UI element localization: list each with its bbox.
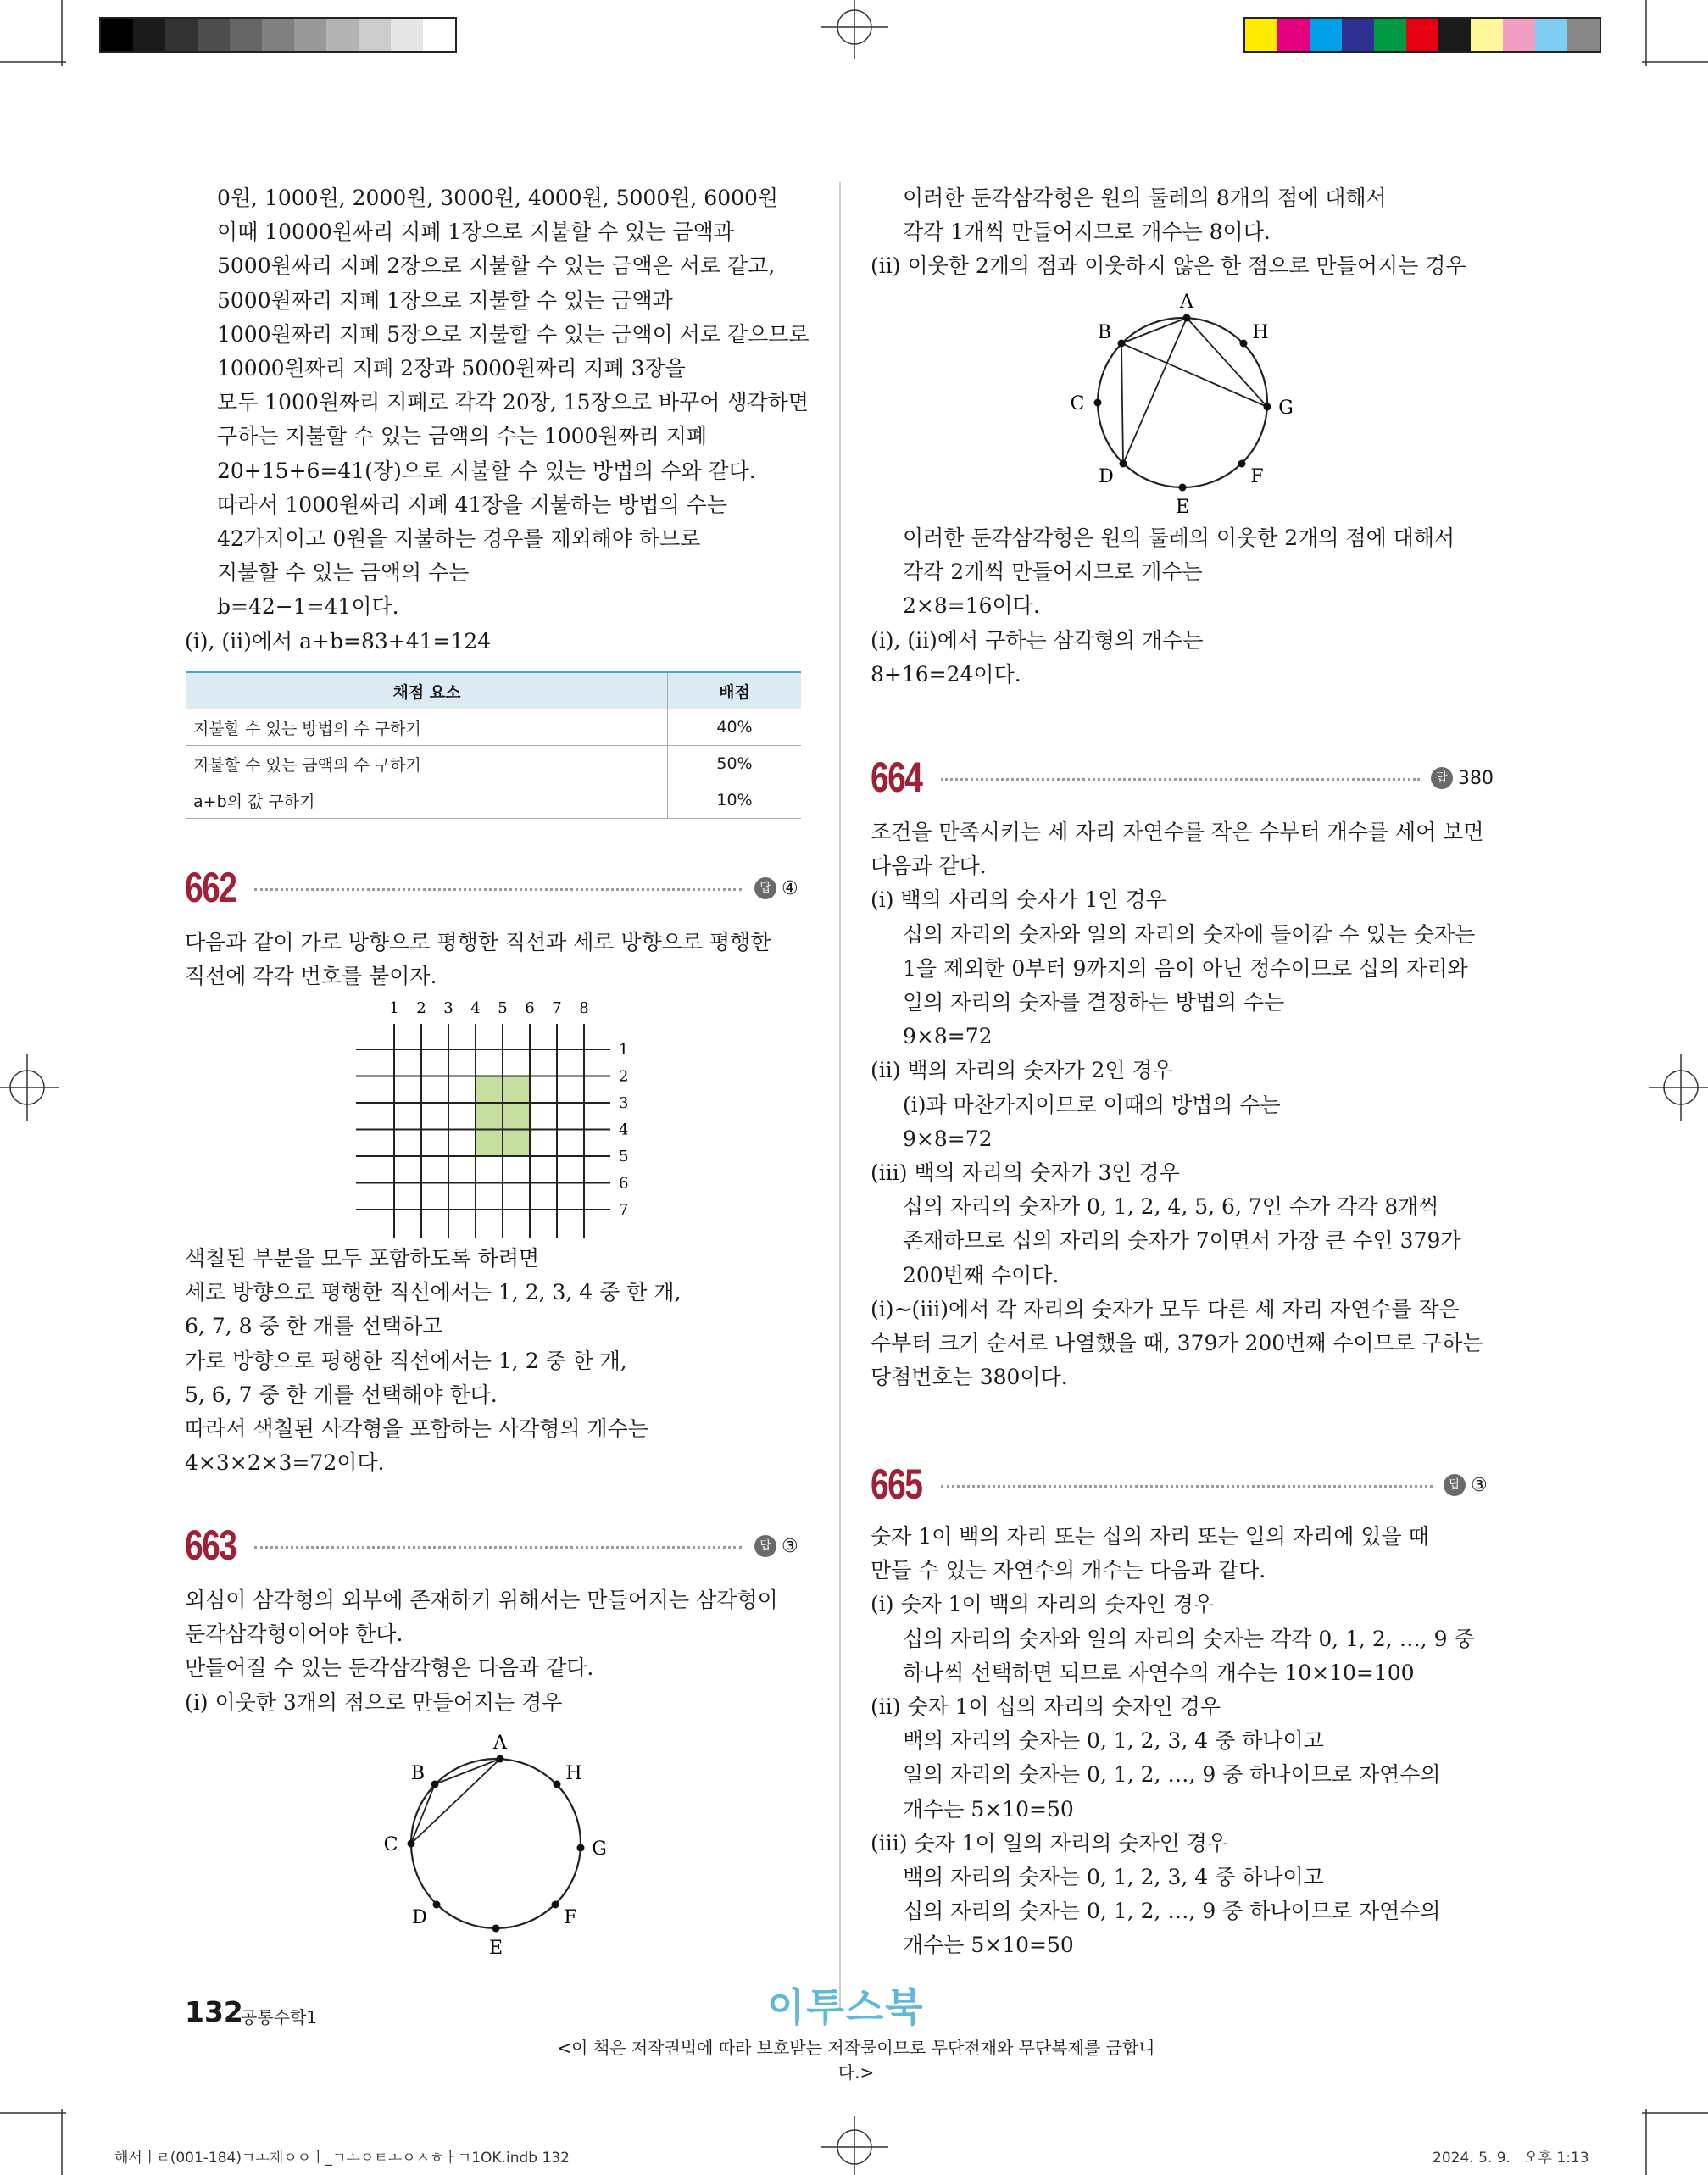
table-cell: 40% bbox=[668, 709, 802, 746]
answer-badge: 답 bbox=[1431, 767, 1453, 789]
triangle bbox=[1121, 318, 1267, 407]
point bbox=[497, 1755, 504, 1763]
answer-662 bbox=[754, 877, 798, 899]
answer-value: ③ bbox=[1471, 1474, 1488, 1496]
point bbox=[1240, 340, 1248, 348]
left-intro-text bbox=[185, 181, 809, 659]
point bbox=[1118, 340, 1126, 348]
text-line: 다음과 같이 가로 방향으로 평행한 직선과 세로 방향으로 평행한 bbox=[185, 930, 771, 954]
text-line: 구하는 지불할 수 있는 금액의 수는 1000원짜리 지폐 bbox=[217, 424, 708, 449]
text-line: (ⅲ) 숫자 1이 일의 자리의 숫자인 경우 bbox=[871, 1830, 1228, 1855]
text-line: 0원, 1000원, 2000원, 3000원, 4000원, 5000원, 6000원 bbox=[217, 186, 779, 210]
text-line: 다음과 같다. bbox=[871, 854, 987, 879]
text-line: (ⅰ) 숫자 1이 백의 자리의 숫자인 경우 bbox=[871, 1592, 1215, 1617]
answer-663 bbox=[754, 1535, 798, 1557]
answer-value: 380 bbox=[1458, 767, 1494, 789]
text-line: 이러한 둔각삼각형은 원의 둘레의 8개의 점에 대해서 bbox=[903, 186, 1387, 210]
text-line: 세로 방향으로 평행한 직선에서는 1, 2, 3, 4 중 한 개, bbox=[185, 1280, 682, 1305]
answer-badge: 답 bbox=[754, 1535, 776, 1557]
text-line: 외심이 삼각형의 외부에 존재하기 위해서는 만들어지는 삼각형이 bbox=[185, 1588, 778, 1612]
row-label: 1 bbox=[619, 1041, 629, 1059]
text-line: 가로 방향으로 평행한 직선에서는 1, 2 중 한 개, bbox=[185, 1348, 627, 1373]
watermark-logo: 이투스북 bbox=[767, 1984, 925, 2030]
row-label: 3 bbox=[619, 1094, 629, 1112]
point-label: F bbox=[1250, 466, 1264, 487]
p663-text bbox=[185, 1583, 778, 1720]
file-info: 해서ㅓㄹ(001-184)ㄱㅗ재ㅇㅇㅣ_ㄱㅗㅇㅌㅗㅇㅅㅎㅏㄱ1OK.indb 132 bbox=[114, 2150, 570, 2167]
text-line: 8+16=24이다. bbox=[871, 661, 1021, 687]
text-line: 이때 10000원짜리 지폐 1장으로 지불할 수 있는 금액과 bbox=[217, 220, 734, 245]
table-cell: 50% bbox=[668, 746, 802, 782]
point-label: D bbox=[1099, 466, 1114, 487]
text-line: 조건을 만족시키는 세 자리 자연수를 작은 수부터 개수를 세어 보면 bbox=[871, 820, 1484, 844]
answer-664 bbox=[1431, 767, 1494, 789]
text-line: (ⅱ) 백의 자리의 숫자가 2인 경우 bbox=[871, 1058, 1173, 1083]
text-line: 수부터 크기 순서로 나열했을 때, 379가 200번째 수이므로 구하는 bbox=[871, 1331, 1483, 1356]
text-line: 백의 자리의 숫자는 0, 1, 2, 3, 4 중 하나이고 bbox=[903, 1865, 1324, 1890]
book-title: 공통수학1 bbox=[241, 2007, 318, 2028]
column-label: 3 bbox=[443, 999, 453, 1017]
table-cell: 10% bbox=[668, 782, 802, 819]
text-line: 백의 자리의 숫자는 0, 1, 2, 3, 4 중 하나이고 bbox=[903, 1728, 1324, 1754]
p662-text-a bbox=[185, 926, 771, 993]
text-line: 각각 2개씩 만들어지므로 개수는 bbox=[903, 559, 1203, 585]
right-text-b bbox=[871, 521, 1455, 692]
text-line: 십의 자리의 숫자가 0, 1, 2, 4, 5, 6, 7인 수가 각각 8개씩 bbox=[903, 1194, 1439, 1220]
text-line: 각각 1개씩 만들어지므로 개수는 8이다. bbox=[903, 220, 1271, 245]
point bbox=[1264, 403, 1271, 411]
text-line: 1을 제외한 0부터 9까지의 음이 아닌 정수이므로 십의 자리와 bbox=[903, 955, 1468, 981]
page-number: 132 bbox=[185, 1995, 243, 2028]
text-line: b=42−1=41이다. bbox=[217, 594, 399, 620]
point bbox=[433, 1901, 441, 1909]
point bbox=[552, 1901, 559, 1909]
grid-diagram bbox=[356, 992, 644, 1238]
text-line: (ⅱ) 숫자 1이 십의 자리의 숫자인 경우 bbox=[871, 1694, 1221, 1720]
point-label: B bbox=[1097, 322, 1112, 343]
problem-number-665: 665 bbox=[871, 1460, 922, 1508]
table-row bbox=[186, 782, 801, 819]
text-line: 이러한 둔각삼각형은 원의 둘레의 이웃한 2개의 점에 대해서 bbox=[903, 526, 1455, 550]
circle-diagram-adjacent-three bbox=[373, 1721, 619, 1958]
circle-diagram-adjacent-two bbox=[1060, 280, 1305, 517]
text-line: 9×8=72 bbox=[903, 1126, 993, 1151]
text-line: 일의 자리의 숫자를 결정하는 방법의 수는 bbox=[903, 990, 1285, 1015]
table-cell: 지불할 수 있는 방법의 수 구하기 bbox=[186, 709, 668, 746]
problem-number-664: 664 bbox=[871, 754, 922, 801]
text-line: (ⅰ)과 마찬가지이므로 이때의 방법의 수는 bbox=[903, 1092, 1281, 1117]
point bbox=[1120, 460, 1127, 468]
point-label: F bbox=[564, 1907, 577, 1928]
point bbox=[1094, 399, 1102, 407]
point-label: A bbox=[493, 1733, 507, 1754]
text-line: (ⅰ), (ⅱ)에서 구하는 삼각형의 개수는 bbox=[871, 627, 1204, 653]
text-line: 5000원짜리 지폐 1장으로 지불할 수 있는 금액과 bbox=[217, 287, 673, 313]
text-line: 숫자 1이 백의 자리 또는 십의 자리 또는 일의 자리에 있을 때 bbox=[871, 1524, 1429, 1549]
text-line: 십의 자리의 숫자와 일의 자리의 숫자는 각각 0, 1, 2, …, 9 중 bbox=[903, 1626, 1475, 1651]
text-line: 개수는 5×10=50 bbox=[903, 1933, 1074, 1958]
answer-value: ③ bbox=[782, 1535, 798, 1557]
timestamp: 2024. 5. 9. 오후 1:13 bbox=[1433, 2150, 1589, 2167]
text-line: 개수는 5×10=50 bbox=[903, 1796, 1074, 1822]
p665-text bbox=[871, 1520, 1475, 1963]
text-line: 하나씩 선택하면 되므로 자연수의 개수는 10×10=100 bbox=[903, 1660, 1415, 1685]
point-label: C bbox=[1070, 393, 1085, 414]
column-label: 5 bbox=[498, 999, 508, 1017]
answer-badge: 답 bbox=[754, 877, 776, 899]
point bbox=[1238, 460, 1246, 468]
text-line: 42가지이고 0원을 지불하는 경우를 제외해야 하므로 bbox=[217, 526, 701, 552]
text-line: 십의 자리의 숫자와 일의 자리의 숫자에 들어갈 수 있는 숫자는 bbox=[903, 921, 1476, 947]
text-line: 둔각삼각형이어야 한다. bbox=[185, 1622, 403, 1647]
text-line: 당첨번호는 380이다. bbox=[871, 1365, 1068, 1390]
row-label: 2 bbox=[619, 1067, 629, 1086]
text-line: 일의 자리의 숫자는 0, 1, 2, …, 9 중 하나이므로 자연수의 bbox=[903, 1762, 1441, 1788]
point bbox=[1179, 484, 1187, 492]
text-line: (ⅰ) 백의 자리의 숫자가 1인 경우 bbox=[871, 887, 1166, 913]
copyright-notice: <이 책은 저작권법에 따라 보호받는 저작물이므로 무단전재와 무단복제를 금합니다.> bbox=[557, 2038, 1155, 2083]
heading-leader bbox=[254, 1546, 742, 1549]
text-line: 2×8=16이다. bbox=[903, 593, 1040, 619]
text-line: 5000원짜리 지폐 2장으로 지불할 수 있는 금액은 서로 같고, bbox=[217, 253, 776, 279]
column-label: 2 bbox=[416, 999, 426, 1017]
heading-leader bbox=[941, 1485, 1433, 1488]
text-line: (ⅰ) 이웃한 3개의 점으로 만들어지는 경우 bbox=[185, 1689, 563, 1715]
text-line: 10000원짜리 지폐 2장과 5000원짜리 지폐 3장을 bbox=[217, 356, 686, 381]
table-row bbox=[186, 709, 801, 746]
point-label: E bbox=[1175, 497, 1190, 517]
text-line: 모두 1000원짜리 지폐로 각각 20장, 15장으로 바꾸어 생각하면 bbox=[217, 390, 809, 415]
row-label: 6 bbox=[619, 1174, 629, 1193]
answer-value: ④ bbox=[782, 877, 798, 899]
column-label: 8 bbox=[579, 999, 589, 1017]
point bbox=[577, 1844, 585, 1852]
row-label: 7 bbox=[619, 1201, 629, 1219]
point-label: D bbox=[412, 1907, 427, 1928]
text-line: 따라서 1000원짜리 지폐 41장을 지불하는 방법의 수는 bbox=[217, 492, 727, 517]
point-label: H bbox=[565, 1763, 582, 1784]
column-label: 1 bbox=[389, 999, 399, 1017]
table-cell: a+b의 값 구하기 bbox=[186, 782, 668, 819]
point-label: A bbox=[1180, 292, 1193, 313]
column-label: 6 bbox=[525, 999, 535, 1017]
text-line: 색칠된 부분을 모두 포함하도록 하려면 bbox=[185, 1246, 540, 1271]
table-cell: 지불할 수 있는 금액의 수 구하기 bbox=[186, 746, 668, 782]
text-line: 6, 7, 8 중 한 개를 선택하고 bbox=[185, 1314, 443, 1339]
text-line: 20+15+6=41(장)으로 지불할 수 있는 방법의 수와 같다. bbox=[217, 458, 756, 483]
problem-number-662: 662 bbox=[185, 864, 236, 911]
answer-665 bbox=[1444, 1474, 1488, 1496]
point bbox=[554, 1781, 561, 1788]
point-label: H bbox=[1252, 322, 1269, 343]
text-line: 지불할 수 있는 금액의 수는 bbox=[217, 560, 470, 586]
score-table bbox=[186, 671, 801, 819]
point-label: C bbox=[383, 1834, 398, 1855]
text-line: 만들어질 수 있는 둔각삼각형은 다음과 같다. bbox=[185, 1655, 594, 1681]
row-label: 5 bbox=[619, 1148, 629, 1165]
answer-badge: 답 bbox=[1444, 1474, 1466, 1496]
point bbox=[492, 1925, 500, 1933]
column-divider bbox=[839, 182, 841, 2009]
text-line: (ⅲ) 백의 자리의 숫자가 3인 경우 bbox=[871, 1160, 1180, 1186]
text-line: 5, 6, 7 중 한 개를 선택해야 한다. bbox=[185, 1382, 498, 1407]
text-line: (ⅰ)~(ⅲ)에서 각 자리의 숫자가 모두 다른 세 자리 자연수를 작은 bbox=[871, 1296, 1460, 1321]
heading-leader bbox=[254, 888, 742, 891]
text-line: 만들 수 있는 자연수의 개수는 다음과 같다. bbox=[871, 1558, 1266, 1583]
row-label: 4 bbox=[619, 1121, 629, 1139]
text-line: 직선에 각각 번호를 붙이자. bbox=[185, 964, 437, 989]
point bbox=[431, 1781, 439, 1788]
text-line: (ⅱ) 이웃한 2개의 점과 이웃하지 않은 한 점으로 만들어지는 경우 bbox=[871, 253, 1466, 279]
point bbox=[408, 1840, 415, 1848]
heading-leader bbox=[941, 778, 1420, 781]
column-label: 7 bbox=[552, 999, 562, 1017]
text-line: 4×3×2×3=72이다. bbox=[185, 1450, 385, 1476]
text-line: 200번째 수이다. bbox=[903, 1262, 1060, 1288]
text-line: 9×8=72 bbox=[903, 1024, 993, 1049]
point-label: G bbox=[1278, 398, 1294, 419]
problem-number-663: 663 bbox=[185, 1521, 236, 1569]
table-row bbox=[186, 746, 801, 782]
point bbox=[1183, 314, 1191, 322]
p662-text-b bbox=[185, 1242, 681, 1480]
text-line: 1000원짜리 지폐 5장으로 지불할 수 있는 금액이 서로 같으므로 bbox=[217, 321, 809, 347]
right-text-a bbox=[871, 181, 1466, 284]
table-header: 배점 bbox=[668, 672, 802, 709]
point-label: G bbox=[592, 1838, 607, 1860]
conclusion-line: (ⅰ), (ⅱ)에서 a+b=83+41=124 bbox=[185, 628, 492, 654]
point-label: E bbox=[488, 1938, 503, 1958]
p664-text bbox=[871, 815, 1484, 1394]
point-label: B bbox=[410, 1763, 426, 1784]
text-line: 존재하므로 십의 자리의 숫자가 7이면서 가장 큰 수인 379가 bbox=[903, 1228, 1461, 1254]
column-label: 4 bbox=[470, 999, 481, 1017]
text-line: 따라서 색칠된 사각형을 포함하는 사각형의 개수는 bbox=[185, 1416, 648, 1442]
text-line: 십의 자리의 숫자는 0, 1, 2, …, 9 중 하나이므로 자연수의 bbox=[903, 1899, 1441, 1924]
table-header: 채점 요소 bbox=[186, 672, 668, 709]
